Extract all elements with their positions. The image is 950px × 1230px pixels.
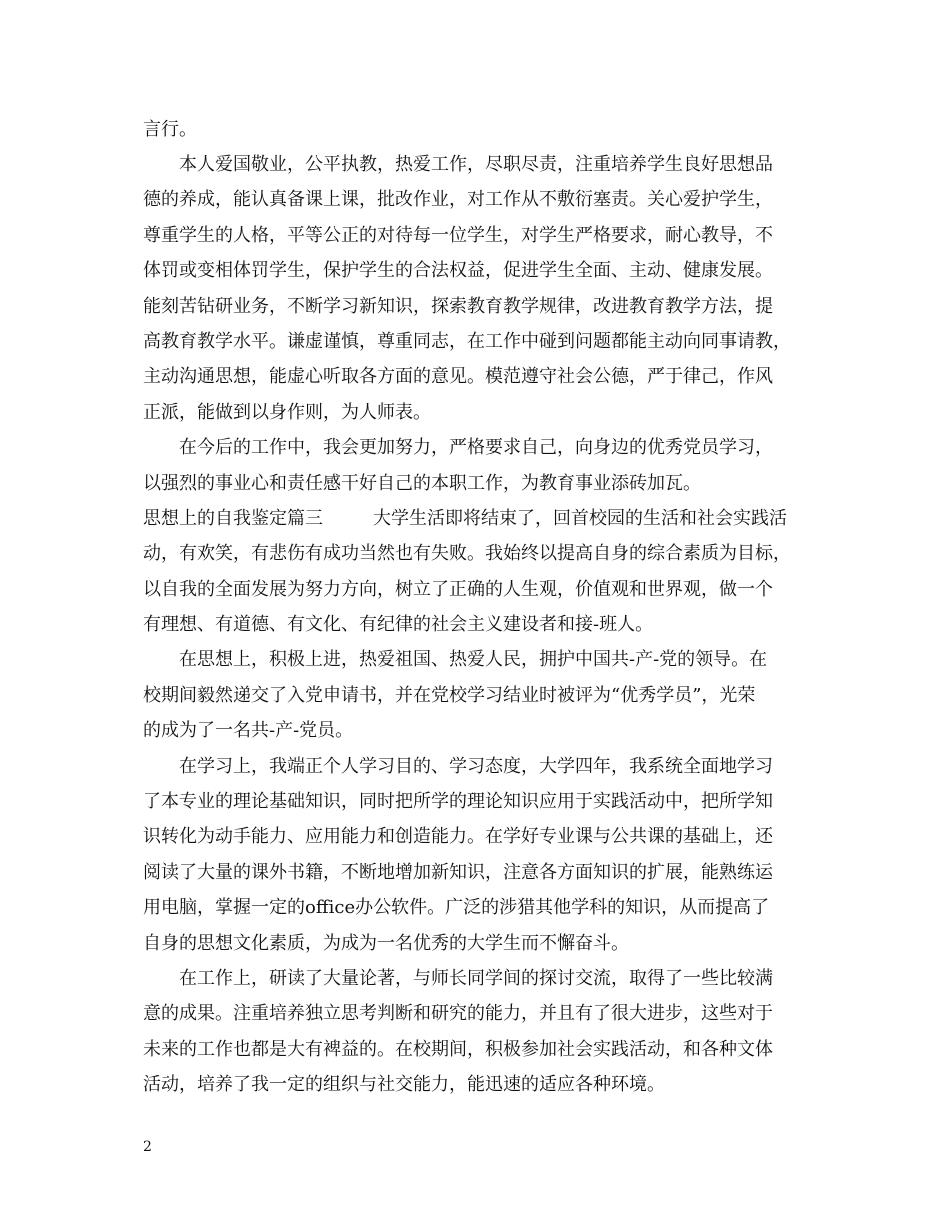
text-line: 本人爱国敬业，公平执教，热爱工作，尽职尽责，注重培养学生良好思想品 bbox=[143, 154, 773, 175]
text-line: 意的成果。注重培养独立思考判断和研究的能力，并且有了很大进步，这些对于 bbox=[143, 1003, 773, 1025]
text-line: 以自我的全面发展为努力方向，树立了正确的人生观，价值观和世界观，做一个 bbox=[143, 578, 773, 600]
text-line: 德的养成，能认真备课上课，批改作业，对工作从不敷衍塞责。关心爱护学生， bbox=[143, 189, 773, 211]
text-line: 未来的工作也都是大有裨益的。在校期间，积极参加社会实践活动，和各种文体 bbox=[143, 1038, 773, 1060]
body-text bbox=[143, 113, 823, 1103]
text-line: 动，有欢笑，有悲伤有成功当然也有失败。我始终以提高自身的综合素质为目标， bbox=[143, 543, 791, 565]
text-line: 正派，能做到以身作则，为人师表。 bbox=[143, 401, 431, 423]
text-line: 用电脑，掌握一定的office办公软件。广泛的涉猎其他学科的知识，从而提高了 bbox=[143, 897, 770, 919]
text-line: 尊重学生的人格，平等公正的对待每一位学生，对学生严格要求，耐心教导，不 bbox=[143, 224, 773, 246]
text-line: 言行。 bbox=[143, 119, 197, 140]
text-line: 的成为了一名共-产-党员。 bbox=[143, 720, 354, 742]
text-line: 在今后的工作中，我会更加努力，严格要求自己，向身边的优秀党员学习， bbox=[143, 437, 773, 459]
text-line: 在思想上，积极上进，热爱祖国、热爱人民，拥护中国共-产-党的领导。在 bbox=[143, 649, 768, 671]
text-line: 活动，培养了我一定的组织与社交能力，能迅速的适应各种环境。 bbox=[143, 1074, 665, 1096]
section-heading-line bbox=[143, 501, 823, 536]
text-line: 在学习上，我端正个人学习目的、学习态度，大学四年，我系统全面地学习 bbox=[143, 755, 773, 777]
text-line: 能刻苦钻研业务，不断学习新知识，探索教育教学规律，改进教育教学方法，提 bbox=[143, 295, 773, 317]
text-line: 识转化为动手能力、应用能力和创造能力。在学好专业课与公共课的基础上，还 bbox=[143, 826, 773, 848]
section-first-line: 大学生活即将结束了，回首校园的生活和社会实践活 bbox=[373, 507, 787, 529]
text-line: 自身的思想文化素质，为成为一名优秀的大学生而不懈奋斗。 bbox=[143, 932, 629, 954]
text-line: 阅读了大量的课外书籍，不断地增加新知识，注意各方面知识的扩展，能熟练运 bbox=[143, 861, 773, 883]
text-line: 高教育教学水平。谦虚谨慎，尊重同志，在工作中碰到问题都能主动向同事请教， bbox=[143, 330, 791, 352]
text-line: 主动沟通思想，能虚心听取各方面的意见。模范遵守社会公德，严于律己，作风 bbox=[143, 366, 773, 388]
section-heading: 思想上的自我鉴定篇三 bbox=[143, 507, 323, 529]
text-line: 校期间毅然递交了入党申请书，并在党校学习结业时被评为“优秀学员”，光荣 bbox=[143, 684, 756, 706]
text-line: 体罚或变相体罚学生，保护学生的合法权益，促进学生全面、主动、健康发展。 bbox=[143, 260, 773, 282]
text-line: 了本专业的理论基础知识，同时把所学的理论知识应用于实践活动中，把所学知 bbox=[143, 791, 773, 813]
text-line: 在工作上，研读了大量论著，与师长同学间的探讨交流，取得了一些比较满 bbox=[143, 967, 773, 989]
page-number: 2 bbox=[143, 1139, 152, 1155]
text-line: 有理想、有道德、有文化、有纪律的社会主义建设者和接-班人。 bbox=[143, 614, 654, 636]
text-line: 以强烈的事业心和责任感干好自己的本职工作，为教育事业添砖加瓦。 bbox=[143, 472, 701, 494]
